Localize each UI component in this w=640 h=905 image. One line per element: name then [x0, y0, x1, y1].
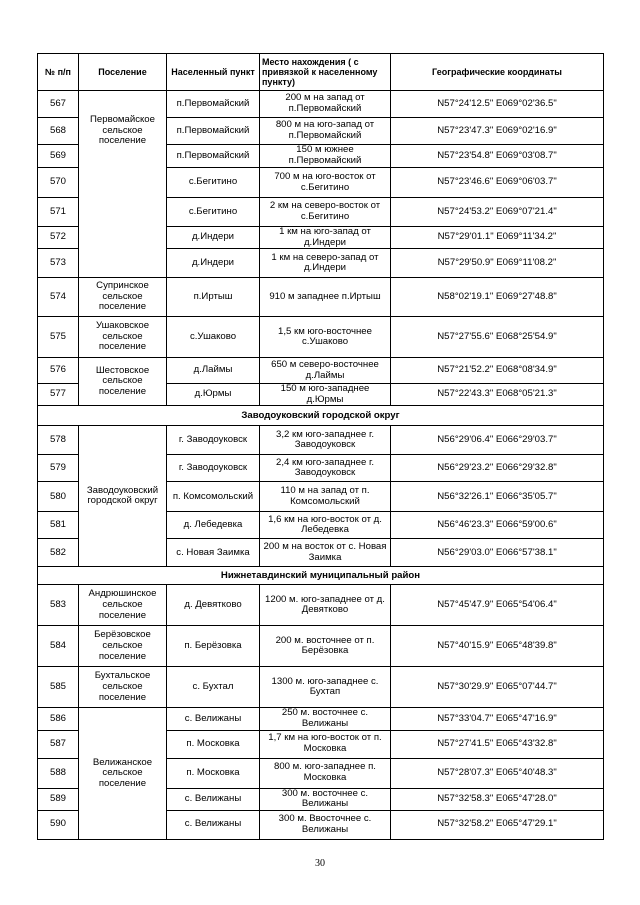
coords-cell: N57°23'46.6" E069°06'03.7": [391, 168, 604, 198]
locality-cell: п. Московка: [167, 730, 260, 758]
coords-cell: N57°28'07.3" E065°40'48.3": [391, 758, 604, 788]
coords-cell: N56°29'23.2" E066°29'32.8": [391, 455, 604, 482]
locality-cell: г. Заводоуковск: [167, 426, 260, 455]
locality-cell: г. Заводоуковск: [167, 455, 260, 482]
section-row: [38, 406, 604, 426]
header-locality: Населенный пункт: [167, 54, 260, 91]
locality-cell: п. Берёзовка: [167, 626, 260, 667]
locality-cell: с. Велижаны: [167, 788, 260, 810]
coords-cell: N57°29'01.1" E069°11'34.2": [391, 227, 604, 249]
locality-cell: п.Иртыш: [167, 278, 260, 317]
coords-cell: N57°24'53.2" E069°07'21.4": [391, 198, 604, 227]
place-cell: 910 м западнее п.Иртыш: [260, 278, 391, 317]
coords-cell: N56°32'26.1" E066°35'05.7": [391, 482, 604, 512]
row-num: 583: [38, 585, 79, 626]
coords-cell: N57°29'50.9" E069°11'08.2": [391, 249, 604, 278]
row-num: 585: [38, 667, 79, 708]
place-cell: 1200 м. юго-западнее от д. Девятково: [260, 585, 391, 626]
coords-cell: N57°27'55.6" E068°25'54.9": [391, 317, 604, 358]
coords-cell: N57°21'52.2" E068°08'34.9": [391, 358, 604, 384]
table-row: [38, 278, 604, 317]
row-num: 573: [38, 249, 79, 278]
coords-cell: N56°46'23.3" E066°59'00.6": [391, 512, 604, 539]
locality-cell: д.Юрмы: [167, 384, 260, 406]
row-num: 578: [38, 426, 79, 455]
settlement-cell: Ушаковское сельское поселение: [79, 317, 167, 358]
table-row: [38, 667, 604, 708]
place-cell: 200 м. восточнее от п. Берёзовка: [260, 626, 391, 667]
coords-cell: N56°29'03.0" E066°57'38.1": [391, 539, 604, 567]
place-cell: 2 км на северо-восток от с.Бегитино: [260, 198, 391, 227]
table-row: [38, 317, 604, 358]
coords-cell: N58°02'19.1" E069°27'48.8": [391, 278, 604, 317]
table-row: [38, 626, 604, 667]
locality-cell: д. Лебедевка: [167, 512, 260, 539]
settlement-cell: Берёзовское сельское поселение: [79, 626, 167, 667]
place-cell: 150 м юго-западнее д.Юрмы: [260, 384, 391, 406]
settlement-cell: Андрюшинское сельское поселение: [79, 585, 167, 626]
locality-cell: с. Бухтал: [167, 667, 260, 708]
row-num: 568: [38, 118, 79, 145]
place-cell: 250 м. восточнее с. Велижаны: [260, 708, 391, 730]
coords-cell: N57°24'12.5" E069°02'36.5": [391, 91, 604, 118]
settlement-cell: Бухтальское сельское поселение: [79, 667, 167, 708]
place-cell: 2,4 км юго-западнее г. Заводоуковск: [260, 455, 391, 482]
coords-cell: N57°22'43.3" E068°05'21.3": [391, 384, 604, 406]
row-num: 579: [38, 455, 79, 482]
coords-cell: N57°30'29.9" E065°07'44.7": [391, 667, 604, 708]
place-cell: 1,5 км юго-восточнее с.Ушаково: [260, 317, 391, 358]
row-num: 587: [38, 730, 79, 758]
coords-cell: N57°45'47.9" E065°54'06.4": [391, 585, 604, 626]
locality-cell: д. Девятково: [167, 585, 260, 626]
row-num: 581: [38, 512, 79, 539]
row-num: 577: [38, 384, 79, 406]
place-cell: 650 м северо-восточнее д.Лаймы: [260, 358, 391, 384]
locality-cell: с.Ушаково: [167, 317, 260, 358]
settlement-cell: Первомайское сельское поселение: [79, 91, 167, 278]
header-num: № п/п: [38, 54, 79, 91]
place-cell: 1 км на северо-запад от д.Индери: [260, 249, 391, 278]
place-cell: 3,2 км юго-западнее г. Заводоуковск: [260, 426, 391, 455]
locality-cell: п. Московка: [167, 758, 260, 788]
locality-cell: п.Первомайский: [167, 118, 260, 145]
row-num: 586: [38, 708, 79, 730]
row-num: 574: [38, 278, 79, 317]
header-coords: Географические координаты: [391, 54, 604, 91]
place-cell: 200 м на запад от п.Первомайский: [260, 91, 391, 118]
row-num: 588: [38, 758, 79, 788]
row-num: 580: [38, 482, 79, 512]
locality-cell: д.Индери: [167, 249, 260, 278]
place-cell: 300 м. восточнее с. Велижаны: [260, 788, 391, 810]
locality-cell: с.Бегитино: [167, 168, 260, 198]
place-cell: 1,6 км на юго-восток от д. Лебедевка: [260, 512, 391, 539]
coords-cell: N57°32'58.3" E065°47'28.0": [391, 788, 604, 810]
coords-cell: N57°40'15.9" E065°48'39.8": [391, 626, 604, 667]
coordinates-table: [37, 53, 604, 840]
place-cell: 1,7 км на юго-восток от п. Московка: [260, 730, 391, 758]
table-row: [38, 358, 604, 384]
place-cell: 200 м на восток от с. Новая Заимка: [260, 539, 391, 567]
locality-cell: д.Лаймы: [167, 358, 260, 384]
place-cell: 150 м южнее п.Первомайский: [260, 145, 391, 168]
row-num: 584: [38, 626, 79, 667]
row-num: 589: [38, 788, 79, 810]
coords-cell: N57°23'54.8" E069°03'08.7": [391, 145, 604, 168]
locality-cell: п.Первомайский: [167, 145, 260, 168]
place-cell: 1300 м. юго-западнее с. Бухтап: [260, 667, 391, 708]
table-row: [38, 426, 604, 455]
row-num: 570: [38, 168, 79, 198]
place-cell: 300 м. Ввосточнее с. Велижаны: [260, 810, 391, 839]
table-row: [38, 91, 604, 118]
coords-cell: N56°29'06.4" E066°29'03.7": [391, 426, 604, 455]
settlement-cell: Велижанское сельское поселение: [79, 708, 167, 839]
place-cell: 800 м. юго-западнее п. Московка: [260, 758, 391, 788]
section-title: Нижнетавдинский муниципальный район: [38, 567, 604, 585]
settlement-cell: Шестовское сельское поселение: [79, 358, 167, 406]
place-cell: 800 м на юго-запад от п.Первомайский: [260, 118, 391, 145]
section-row: [38, 567, 604, 585]
row-num: 582: [38, 539, 79, 567]
locality-cell: с. Новая Заимка: [167, 539, 260, 567]
table-row: [38, 708, 604, 730]
place-cell: 700 м на юго-восток от с.Бегитино: [260, 168, 391, 198]
row-num: 590: [38, 810, 79, 839]
place-cell: 1 км на юго-запад от д.Индери: [260, 227, 391, 249]
coords-cell: N57°32'58.2" E065°47'29.1": [391, 810, 604, 839]
header-settlement: Поселение: [79, 54, 167, 91]
locality-cell: с. Велижаны: [167, 810, 260, 839]
page-number: 30: [315, 858, 325, 869]
section-title: Заводоуковский городской округ: [38, 406, 604, 426]
header-place: Место нахождения ( с привязкой к населенному пункту): [260, 54, 391, 91]
locality-cell: с. Велижаны: [167, 708, 260, 730]
row-num: 572: [38, 227, 79, 249]
row-num: 571: [38, 198, 79, 227]
row-num: 569: [38, 145, 79, 168]
locality-cell: п. Комсомольский: [167, 482, 260, 512]
locality-cell: д.Индери: [167, 227, 260, 249]
row-num: 567: [38, 91, 79, 118]
row-num: 576: [38, 358, 79, 384]
coords-cell: N57°23'47.3" E069°02'16.9": [391, 118, 604, 145]
row-num: 575: [38, 317, 79, 358]
place-cell: 110 м на запад от п. Комсомольский: [260, 482, 391, 512]
coords-cell: N57°33'04.7" E065°47'16.9": [391, 708, 604, 730]
table-row: [38, 585, 604, 626]
settlement-cell: Супринское сельское поселение: [79, 278, 167, 317]
coords-cell: N57°27'41.5" E065°43'32.8": [391, 730, 604, 758]
locality-cell: с.Бегитино: [167, 198, 260, 227]
header-row: [38, 54, 604, 91]
settlement-cell: Заводоуковский городской округ: [79, 426, 167, 567]
locality-cell: п.Первомайский: [167, 91, 260, 118]
